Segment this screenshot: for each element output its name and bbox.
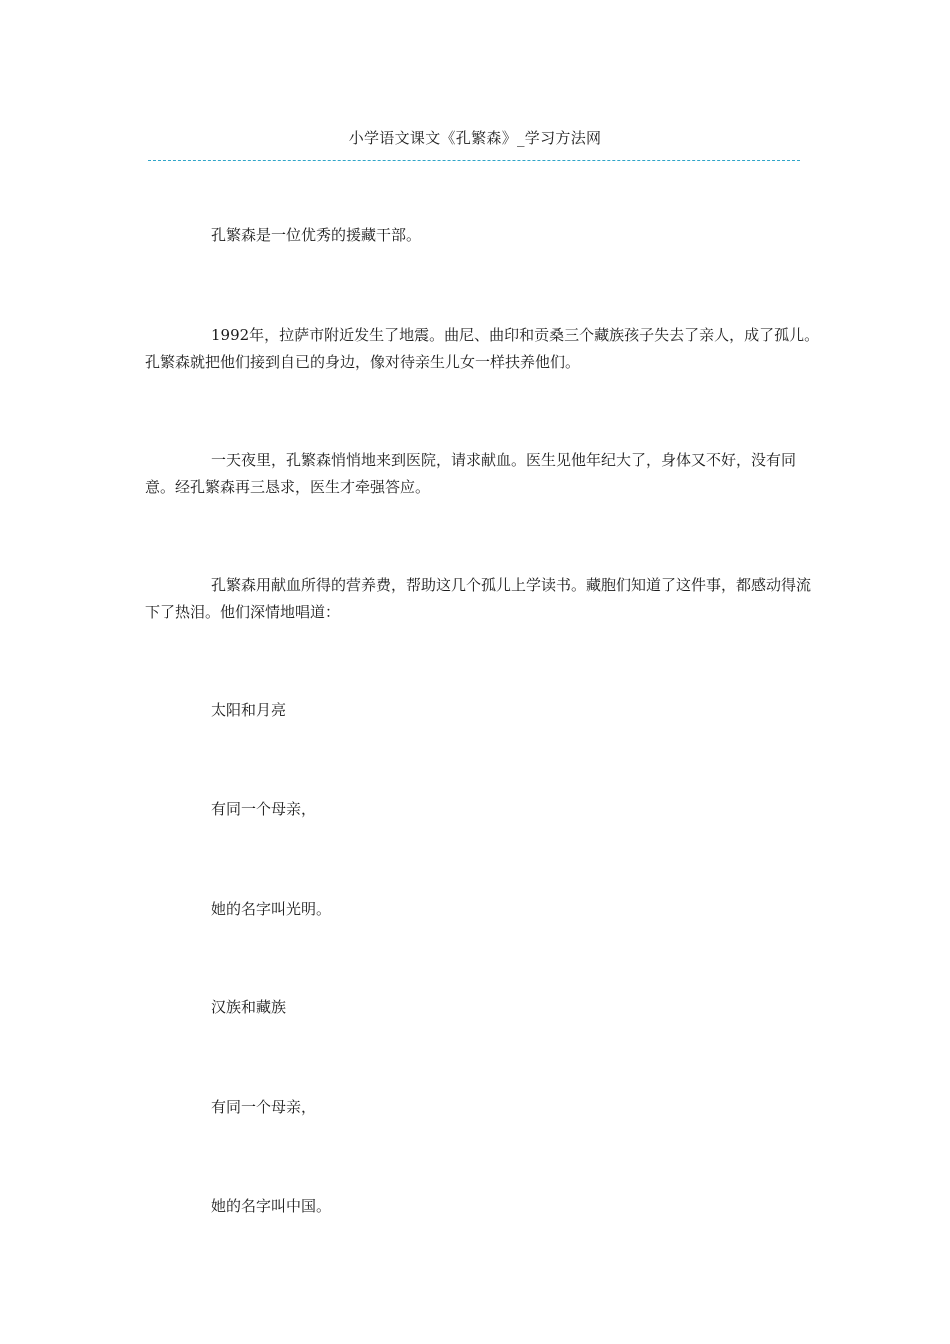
paragraph-earthquake: 1992年，拉萨市附近发生了地震。曲尼、曲印和贡桑三个藏族孩子失去了亲人，成了孤儿。孔繁森就把他们接到自已的身边，像对待亲生儿女一样扶养他们。 [145,326,820,371]
paragraph-orphans-school: 孔繁森用献血所得的营养费，帮助这几个孤儿上学读书。藏胞们知道了这件事，都感动得流下了热泪。他们深情地唱道： [145,576,812,621]
song-line: 汉族和藏族 [211,998,287,1016]
song-line: 有同一个母亲， [211,800,317,818]
paragraph-blood-donation: 一天夜里，孔繁森悄悄地来到医院，请求献血。医生见他年纪大了，身体又不好，没有同意。经孔繁森再三恳求，医生才牵强答应。 [145,451,797,496]
song-line: 她的名字叫光明。 [211,900,332,918]
song-line: 有同一个母亲， [211,1098,317,1116]
song-line: 太阳和月亮 [211,701,287,719]
paragraph-intro: 孔繁森是一位优秀的援藏干部。 [211,226,422,244]
title-divider [148,160,800,161]
song-line: 她的名字叫中国。 [211,1197,332,1215]
page-title: 小学语文课文《孔繁森》_学习方法网 [348,129,602,147]
